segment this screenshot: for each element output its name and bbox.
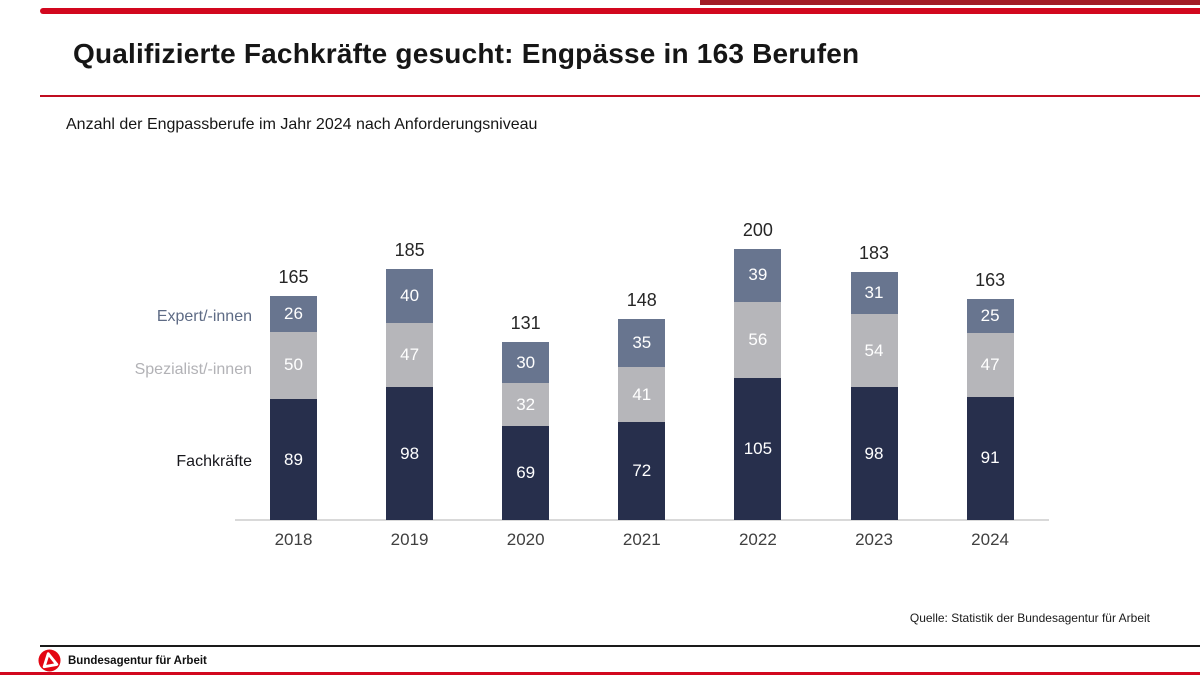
total-label-2019: 185 — [394, 240, 425, 261]
segment-value-label: 31 — [864, 282, 884, 302]
segment-value-label: 91 — [980, 448, 1000, 468]
x-axis-tick-2019: 2019 — [390, 530, 429, 549]
bar-2018-segment-fachkrfte — [270, 399, 317, 520]
bar-2024-segment-fachkrfte — [967, 397, 1014, 520]
x-axis-tick-2024: 2024 — [971, 530, 1009, 549]
bar-2020-segment-expertinnen — [502, 342, 549, 383]
x-axis-tick-2021: 2021 — [622, 530, 661, 549]
segment-value-label: 35 — [632, 333, 652, 353]
segment-value-label: 89 — [284, 449, 303, 469]
segment-value-label: 25 — [980, 306, 1000, 326]
bar-2018-segment-spezialistinnen — [270, 332, 317, 400]
segment-value-label: 56 — [748, 329, 768, 349]
segment-value-label: 47 — [400, 345, 420, 365]
footer-brand — [38, 649, 207, 672]
segment-value-label: 50 — [284, 355, 303, 375]
x-axis-tick-2020: 2020 — [506, 530, 545, 549]
x-axis-tick-2023: 2023 — [855, 530, 893, 549]
segment-value-label: 32 — [516, 394, 536, 414]
series-label-fachkraefte: Fachkräfte — [176, 453, 252, 470]
x-axis-tick-2022: 2022 — [738, 530, 777, 549]
footer-brand-text: Bundesagentur für Arbeit — [68, 654, 207, 667]
segment-value-label: 30 — [516, 352, 536, 372]
ba-logo-icon — [38, 649, 61, 672]
chart-subtitle: Anzahl der Engpassberufe im Jahr 2024 nach Anforderungsniveau — [66, 116, 538, 133]
bar-2022-segment-spezialistinnen — [734, 302, 781, 378]
bar-2018-segment-expertinnen — [270, 296, 317, 331]
bar-2021-segment-spezialistinnen — [618, 367, 665, 423]
total-label-2021: 148 — [626, 290, 657, 311]
bar-2020-segment-fachkrfte — [502, 426, 549, 520]
slide-title: Qualifizierte Fachkräfte gesucht: Engpässe in 163 Berufen — [73, 38, 860, 69]
bar-2023-segment-spezialistinnen — [851, 314, 898, 387]
bar-2022-segment-expertinnen — [734, 249, 781, 302]
bar-2021-segment-expertinnen — [618, 319, 665, 366]
total-label-2020: 131 — [510, 313, 541, 334]
segment-value-label: 105 — [743, 438, 773, 458]
segment-value-label: 69 — [516, 463, 536, 483]
bar-2024-segment-expertinnen — [967, 299, 1014, 333]
bar-2022-segment-fachkrfte — [734, 378, 781, 520]
bar-2024-segment-spezialistinnen — [967, 333, 1014, 397]
segment-value-label: 39 — [748, 265, 768, 285]
segment-value-label: 41 — [632, 384, 652, 404]
segment-value-label: 40 — [400, 286, 420, 306]
bar-2019-segment-fachkrfte — [386, 387, 433, 520]
bar-2021-segment-fachkrfte — [618, 422, 665, 520]
bar-2019-segment-expertinnen — [386, 269, 433, 323]
bar-2023-segment-fachkrfte — [851, 387, 898, 520]
segment-value-label: 26 — [284, 303, 303, 323]
segment-value-label: 72 — [632, 461, 652, 481]
series-label-spezialist: Spezialist/-innen — [134, 361, 252, 378]
total-label-2018: 165 — [278, 267, 309, 288]
segment-value-label: 98 — [400, 443, 420, 463]
segment-value-label: 98 — [864, 443, 884, 463]
series-label-expert: Expert/-innen — [156, 308, 252, 325]
bar-2023-segment-expertinnen — [851, 272, 898, 314]
segment-value-label: 47 — [980, 354, 1000, 374]
x-axis-tick-2018: 2018 — [274, 530, 313, 549]
segment-value-label: 54 — [864, 340, 884, 360]
total-label-2024: 163 — [975, 270, 1006, 291]
footer-divider-line — [40, 645, 1200, 647]
bar-2020-segment-spezialistinnen — [502, 383, 549, 426]
source-note: Quelle: Statistik der Bundesagentur für Arbeit — [909, 611, 1150, 625]
bar-2019-segment-spezialistinnen — [386, 323, 433, 387]
total-label-2022: 200 — [742, 219, 773, 240]
total-label-2023: 183 — [858, 242, 890, 263]
